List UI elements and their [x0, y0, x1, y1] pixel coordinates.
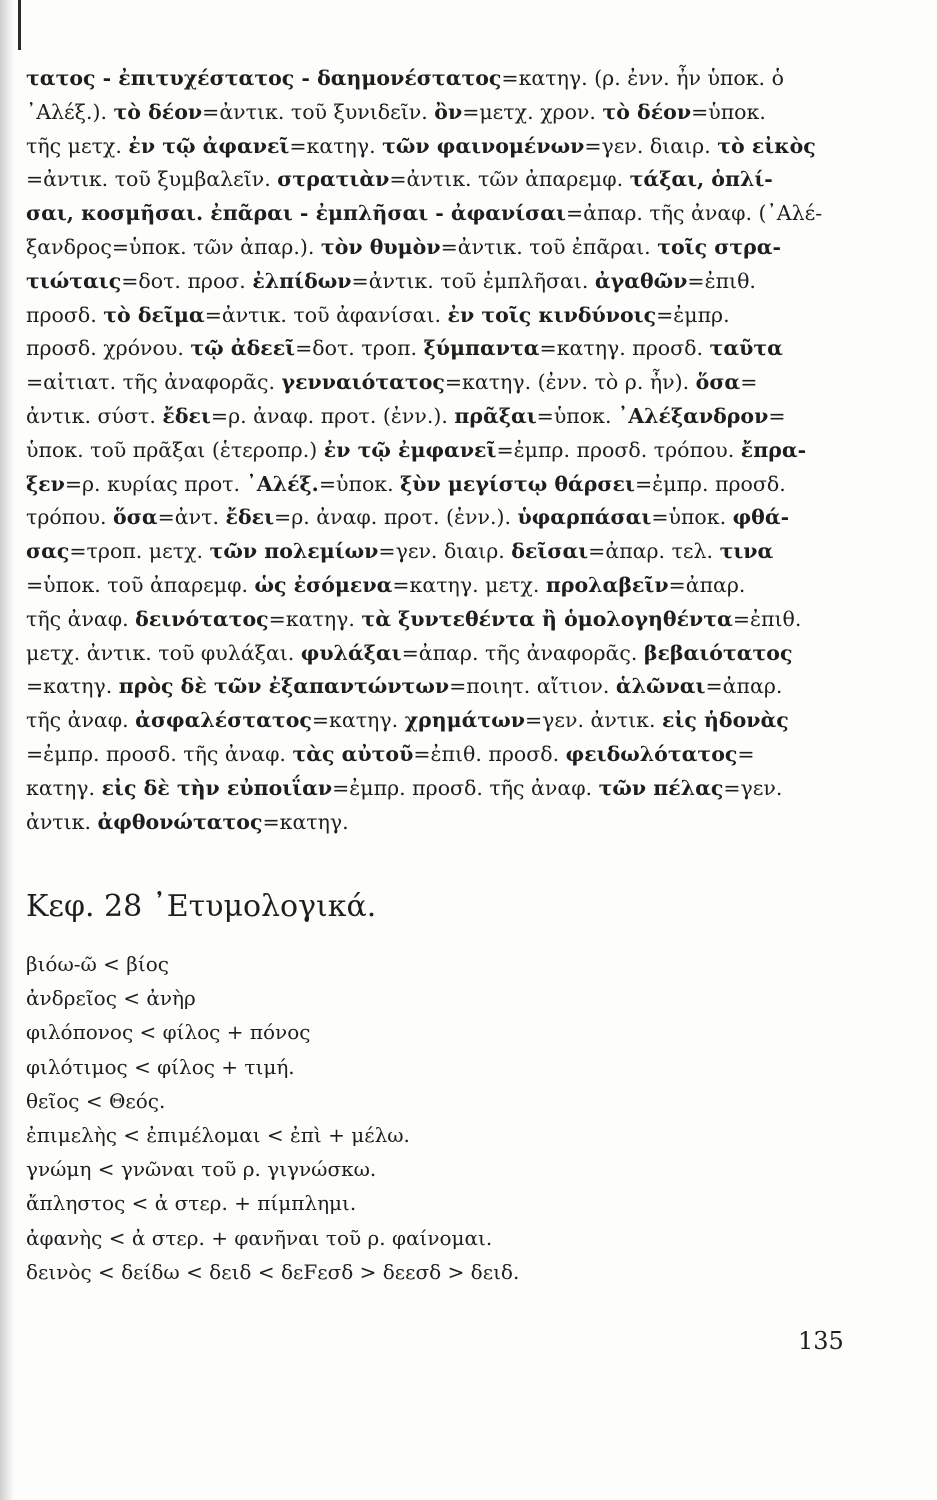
annotation-text: =ὑποκ. — [651, 505, 733, 530]
etymology-entry: βιόω-ῶ < βίος — [26, 952, 169, 976]
text-line — [26, 535, 856, 569]
text-line — [26, 231, 856, 265]
annotation-text: =ἀντικ. τοῦ ἀφανίσαι. — [204, 302, 448, 327]
annotation-text: = — [737, 741, 755, 766]
bold-term: ἐν τοῖς κινδύνοις — [447, 302, 657, 327]
bold-term: προλαβεῖν — [545, 572, 669, 597]
bold-term: στρατιὰν — [277, 167, 390, 192]
bold-term: τῶν φαινομένων — [382, 133, 585, 158]
annotation-text: μετχ. ἀντικ. τοῦ φυλάξαι. — [26, 640, 301, 665]
annotation-text: =ἐμπρ. προσδ. τρόπου. — [496, 437, 741, 462]
bold-term: τιώταις — [26, 268, 122, 293]
bold-term: βεβαιότατος — [643, 640, 793, 665]
bold-term: ξὺν μεγίστῳ θάρσει — [400, 471, 635, 496]
etymology-entry: ἀνδρεῖος < ἀνὴρ — [26, 986, 196, 1011]
annotation-text: =ἐμπρ. προσδ. — [634, 471, 786, 496]
annotation-text: ξανδρος=ὑποκ. τῶν ἀπαρ.). — [26, 234, 321, 259]
annotation-text: =κατηγ. μετχ. — [392, 572, 546, 597]
text-line — [26, 400, 856, 434]
annotation-text: =ἐπιθ. — [687, 268, 756, 293]
bold-term: δεῖσαι — [511, 539, 589, 564]
annotation-text: =γεν. — [723, 775, 783, 800]
annotation-text: =ἀντικ. τοῦ ἐπᾶραι. — [440, 234, 658, 259]
binding-shadow — [0, 0, 14, 1500]
bold-term: εἰς ἡδονὰς — [662, 708, 789, 733]
bold-term: ᾿Αλέξ. — [246, 471, 319, 496]
bold-term: τὸ εἰκὸς — [717, 133, 816, 158]
annotation-text: =δοτ. τροπ. — [295, 336, 424, 361]
etymology-entry: ἐπιμελὴς < ἐπιμέλομαι < ἐπὶ + μέλω. — [26, 1122, 410, 1147]
text-line — [26, 265, 856, 299]
bold-term: ταῦτα — [709, 336, 783, 361]
text-line — [26, 772, 856, 806]
annotation-text: =ἀπαρ. τελ. — [588, 539, 720, 564]
bold-term: ἔπρα- — [740, 437, 807, 462]
annotation-text: =ποιητ. αἴτιον. — [449, 674, 616, 699]
bold-term: εἰς δὲ τὴν εὐποιΐαν — [101, 775, 333, 800]
annotation-text: τῆς ἀναφ. — [26, 708, 136, 733]
bold-term: φθά- — [732, 505, 790, 530]
annotation-text: κατηγ. — [26, 775, 102, 800]
bold-term: δεινότατος — [135, 606, 269, 631]
bold-term: γενναιότατος — [281, 370, 445, 395]
text-line — [26, 332, 856, 366]
annotation-text: =ἀπαρ. — [668, 572, 746, 597]
annotation-text: =ἐμπρ. προσδ. τῆς ἀναφ. — [332, 775, 599, 800]
annotation-text: =ἀντικ. τοῦ ξυνιδεῖν. — [202, 99, 435, 124]
text-line — [26, 96, 856, 130]
bold-term: ἔδει — [225, 505, 275, 530]
bold-term: τάξαι, ὁπλί- — [629, 167, 773, 192]
annotation-text: =γεν. διαιρ. — [378, 539, 512, 564]
text-line — [26, 163, 856, 197]
bold-term: τῶν πολεμίων — [209, 539, 379, 564]
bold-term: τὸν θυμὸν — [320, 234, 441, 259]
bold-term: πρὸς δὲ τῶν ἐξαπαντώντων — [118, 674, 450, 699]
annotation-text: =κατηγ. — [268, 606, 362, 631]
annotation-text: =κατηγ. — [311, 708, 405, 733]
annotation-text: =ὑποκ. — [318, 471, 401, 496]
etymology-entry: ἀφανὴς < ἀ στερ. + φανῆναι τοῦ ρ. φαίνομαι. — [26, 1225, 493, 1250]
text-line — [26, 299, 856, 333]
annotation-text: προσδ. — [26, 302, 104, 327]
text-line — [26, 704, 856, 738]
page-number: 135 — [798, 1327, 844, 1355]
bold-term: σαι, κοσμῆσαι. ἐπᾶραι - ἐμπλῆσαι - ἀφανίσαι — [26, 201, 566, 226]
bold-term: τὸ δέον — [602, 99, 692, 124]
bold-term: φυλάξαι — [300, 640, 402, 665]
annotation-text: =τροπ. μετχ. — [69, 539, 210, 564]
bold-term: ἐν τῷ ἐμφανεῖ — [323, 437, 497, 462]
annotation-text: =ἀπαρ. τῆς ἀναφ. (᾿Αλέ- — [565, 201, 823, 226]
bold-term: τινα — [719, 539, 774, 564]
annotation-text: ᾿Αλέξ.). — [26, 99, 114, 124]
bold-term: τὰ ξυντεθέντα ἢ ὁμολογηθέντα — [361, 606, 733, 631]
bold-term: πρᾶξαι — [454, 403, 537, 428]
bold-term: ἁλῶναι — [615, 674, 706, 699]
annotation-text: τρόπου. — [26, 505, 114, 530]
bold-term: τὸ δέον — [113, 99, 203, 124]
annotation-text: =κατηγ. — [26, 674, 119, 699]
annotation-text: =ἐπιθ. προσδ. — [413, 741, 566, 766]
annotation-text: =αἰτιατ. τῆς ἀναφορᾶς. — [26, 370, 282, 395]
text-line — [26, 670, 856, 704]
annotation-text: =ἀπαρ. τῆς ἀναφορᾶς. — [401, 640, 644, 665]
text-line — [26, 569, 856, 603]
bold-term: ὂν — [434, 99, 463, 124]
annotation-text: =ἀντικ. τοῦ ἐμπλῆσαι. — [351, 268, 595, 293]
bold-term: ἀγαθῶν — [594, 268, 688, 293]
bold-term: τῶν πέλας — [598, 775, 724, 800]
bold-term: ἐλπίδων — [252, 268, 352, 293]
etymology-list — [26, 947, 726, 1289]
text-line — [26, 637, 856, 671]
annotation-text: =ἐμπρ. προσδ. τῆς ἀναφ. — [26, 741, 293, 766]
annotation-text: προσδ. χρόνου. — [26, 336, 191, 361]
bold-term: σας — [26, 539, 70, 564]
bold-term: ὅσα — [113, 505, 158, 530]
text-line — [26, 501, 856, 535]
annotation-text: τῆς ἀναφ. — [26, 606, 136, 631]
bold-term: ἔδει — [162, 403, 211, 428]
chapter-heading: Κεφ. 28 ᾿Ετυμολογικά. — [26, 889, 377, 924]
bold-term: τοῖς στρα- — [657, 234, 782, 259]
annotation-text: =ἀντικ. τῶν ἀπαρεμφ. — [389, 167, 630, 192]
etymology-entry: γνώμη < γνῶναι τοῦ ρ. γιγνώσκω. — [26, 1157, 377, 1182]
crop-mark — [18, 0, 21, 50]
annotation-text: =ἀντικ. τοῦ ξυμβαλεῖν. — [26, 167, 278, 192]
annotation-text: =δοτ. προσ. — [121, 268, 253, 293]
etymology-entry: φιλότιμος < φίλος + τιμή. — [26, 1054, 295, 1079]
bold-term: τὰς αὐτοῦ — [292, 741, 414, 766]
annotation-text: = — [768, 403, 786, 428]
annotation-text: ἀντικ. — [26, 809, 98, 834]
text-line — [26, 62, 856, 96]
text-line — [26, 434, 856, 468]
annotation-text: ἀντικ. σύστ. — [26, 403, 163, 428]
bold-term: ἐν τῷ ἀφανεῖ — [128, 133, 290, 158]
annotation-text: =ρ. ἀναφ. προτ. (ἐνν.). — [274, 505, 518, 530]
annotation-text: =ὑποκ. τοῦ ἀπαρεμφ. — [26, 572, 255, 597]
text-line — [26, 366, 856, 400]
annotation-text: =ἐμπρ. — [656, 302, 730, 327]
annotation-text: = — [740, 370, 758, 395]
bold-term: ξύμπαντα — [423, 336, 540, 361]
annotation-text: =ὑποκ. — [536, 403, 618, 428]
text-line — [26, 806, 856, 840]
annotation-text: =κατηγ. — [289, 133, 383, 158]
text-line — [26, 468, 856, 502]
annotation-text: =γεν. ἀντικ. — [524, 708, 663, 733]
annotation-text: =ἀντ. — [157, 505, 226, 530]
bold-term: τῷ ἀδεεῖ — [190, 336, 296, 361]
bold-term: ὅσα — [695, 370, 741, 395]
etymology-entry: φιλόπονος < φίλος + πόνος — [26, 1020, 311, 1045]
annotation-text: =ρ. κυρίας προτ. — [64, 471, 247, 496]
bold-term: τὸ δεῖμα — [103, 302, 205, 327]
annotation-text: =κατηγ. προσδ. — [539, 336, 710, 361]
bold-term: ὑφαρπάσαι — [517, 505, 652, 530]
annotation-text: ὑποκ. τοῦ πρᾶξαι (ἑτεροπρ.) — [26, 437, 324, 462]
text-line — [26, 603, 856, 637]
annotation-text: =κατηγ. — [262, 809, 349, 834]
etymology-entry: θεῖος < Θεός. — [26, 1088, 166, 1113]
annotation-text: =ὑποκ. — [691, 99, 766, 124]
annotation-text: τῆς μετχ. — [26, 133, 129, 158]
text-line — [26, 738, 856, 772]
bold-term: φειδωλότατος — [565, 741, 738, 766]
etymology-entry: ἄπληστος < ἀ στερ. + πίμπλημι. — [26, 1191, 357, 1216]
annotation-text: =ἐπιθ. — [732, 606, 802, 631]
annotation-text: =ρ. ἀναφ. προτ. (ἐνν.). — [210, 403, 455, 428]
text-line — [26, 130, 856, 164]
etymology-entry: δεινὸς < δείδω < δειδ < δεFεσδ > δεεσδ > δειδ. — [26, 1259, 520, 1284]
annotation-text: =κατηγ. (ρ. ἐνν. ἦν ὑποκ. ὁ — [501, 66, 784, 90]
annotation-text: =κατηγ. (ἐνν. τὸ ρ. ἦν). — [444, 370, 696, 395]
bold-term: ξεν — [26, 471, 65, 496]
bold-term: ἀφθονώτατος — [97, 809, 263, 834]
bold-term: ἀσφαλέστατος — [135, 708, 312, 733]
bold-term: ὡς ἐσόμενα — [254, 572, 393, 597]
text-line — [26, 197, 856, 231]
bold-term: χρημάτων — [404, 708, 525, 733]
annotation-text: =γεν. διαιρ. — [584, 133, 718, 158]
annotation-text: =ἀπαρ. — [705, 674, 783, 699]
annotation-text: =μετχ. χρον. — [462, 99, 603, 124]
syntax-analysis-text — [26, 62, 856, 839]
bold-term: τατος - ἐπιτυχέστατος - δαημονέστατος — [26, 66, 502, 90]
bold-term: ᾿Αλέξανδρον — [617, 403, 769, 428]
